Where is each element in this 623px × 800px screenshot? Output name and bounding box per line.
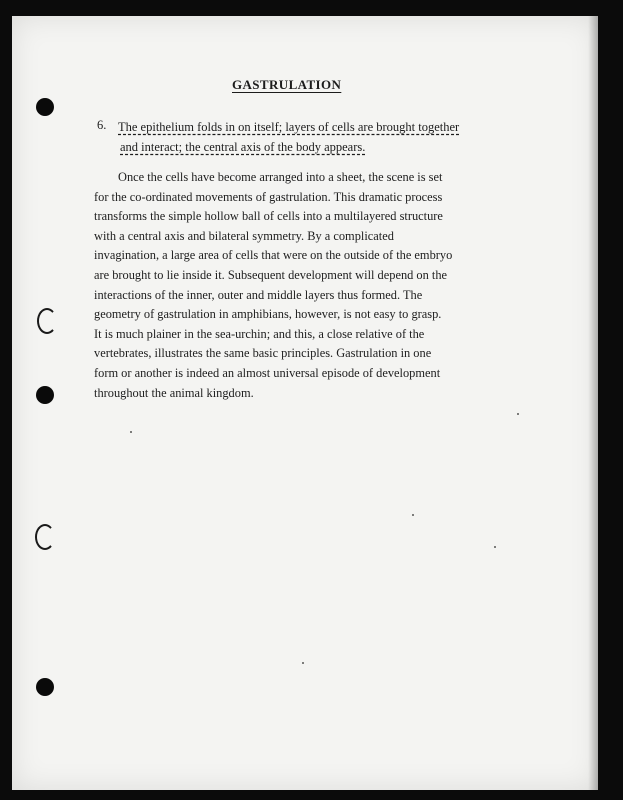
paragraph-line: It is much plainer in the sea-urchin; and this, a close relative of the <box>94 326 425 341</box>
scan-speck <box>494 546 496 548</box>
scan-speck <box>130 431 132 433</box>
paragraph-line: invagination, a large area of cells that were on the outside of the embryo <box>94 248 453 263</box>
paragraph-line: form or another is indeed an almost universal episode of development <box>94 365 441 380</box>
section-heading-line: and interact; the central axis of the body appears. <box>120 140 366 154</box>
scan-speck <box>517 413 519 415</box>
binder-ring-icon <box>37 308 57 334</box>
page-edge-shadow <box>588 16 598 790</box>
page-title: GASTRULATION <box>232 77 342 92</box>
paragraph-line: Once the cells have become arranged into a sheet, the scene is set <box>118 170 443 184</box>
punch-hole-icon <box>36 386 54 404</box>
punch-hole-icon <box>36 98 54 116</box>
body-paragraph <box>94 168 554 403</box>
paragraph-line: interactions of the inner, outer and middle layers thus formed. The <box>94 287 423 302</box>
paragraph-line: geometry of gastrulation in amphibians, however, is not easy to grasp. <box>94 307 442 322</box>
section-number: 6. <box>97 118 107 132</box>
scan-speck <box>412 514 414 516</box>
paragraph-line: for the co-ordinated movements of gastrulation. This dramatic process <box>94 189 443 204</box>
paragraph-line: with a central axis and bilateral symmetry. By a complicated <box>94 228 394 243</box>
document-page <box>12 16 598 790</box>
paragraph-line: vertebrates, illustrates the same basic principles. Gastrulation in one <box>94 346 432 361</box>
paragraph-line: transforms the simple hollow ball of cells into a multilayered structure <box>94 209 443 224</box>
binder-ring-icon <box>35 524 55 550</box>
paragraph-line: throughout the animal kingdom. <box>94 385 254 400</box>
section-heading-line: The epithelium folds in on itself; layers of cells are brought together <box>118 120 460 134</box>
punch-hole-icon <box>36 678 54 696</box>
scan-speck <box>302 662 304 664</box>
paragraph-line: are brought to lie inside it. Subsequent development will depend on the <box>94 267 448 282</box>
section-heading <box>118 117 548 157</box>
